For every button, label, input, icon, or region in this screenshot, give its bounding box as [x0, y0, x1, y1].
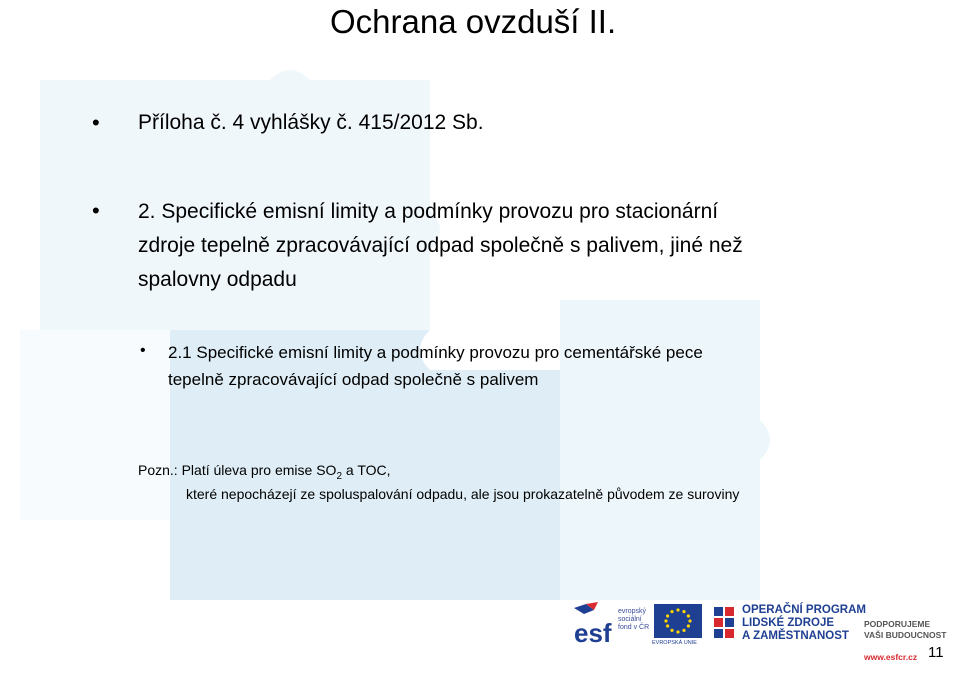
esf-letters: esf: [574, 618, 612, 646]
bullet-text-line: 2. Specifické emisní limity a podmínky provozu pro stacionární: [138, 200, 719, 223]
eu-caption: EVROPSKÁ UNIE: [652, 640, 697, 646]
note-line-2: které nepocházejí ze spoluspalování odpadu, ale jsou prokazatelně původem ze suroviny: [186, 486, 740, 502]
note-subscript: 2: [336, 470, 342, 482]
eu-flag-icon: [654, 604, 702, 638]
subbullet-dot: •: [140, 342, 146, 359]
bullet-text-line: spalovny odpadu: [138, 268, 297, 291]
subbullet-text-line: 2.1 Specifické emisní limity a podmínky provozu pro cementářské pece: [168, 343, 703, 362]
bullet-text-line: zdroje tepelně zpracovávající odpad společně s palivem, jiné než: [138, 234, 743, 257]
subbullet-text-line: tepelně zpracovávající odpad společně s palivem: [168, 370, 539, 389]
op-logo-icon: [712, 605, 736, 643]
esf-text: evropský sociální fond v ČR: [618, 608, 650, 631]
op-program-text: OPERAČNÍ PROGRAM LIDSKÉ ZDROJE A ZAMĚSTNANOST: [742, 604, 866, 642]
bullet-text: Příloha č. 4 vyhlášky č. 415/2012 Sb.: [138, 111, 484, 134]
page-number: 11: [928, 644, 944, 661]
support-url: www.esfcr.cz: [864, 652, 918, 662]
support-text: PODPORUJEME VAŠI BUDOUCNOST: [864, 619, 947, 640]
bullet-dot: •: [92, 110, 100, 135]
note-suffix: a TOC,: [342, 462, 391, 478]
slide-title: Ochrana ovzduší II.: [330, 3, 617, 40]
note-line: [138, 460, 391, 487]
note-prefix: Pozn.: Platí úleva pro emise SO: [138, 462, 337, 478]
bullet-dot: •: [92, 198, 100, 223]
